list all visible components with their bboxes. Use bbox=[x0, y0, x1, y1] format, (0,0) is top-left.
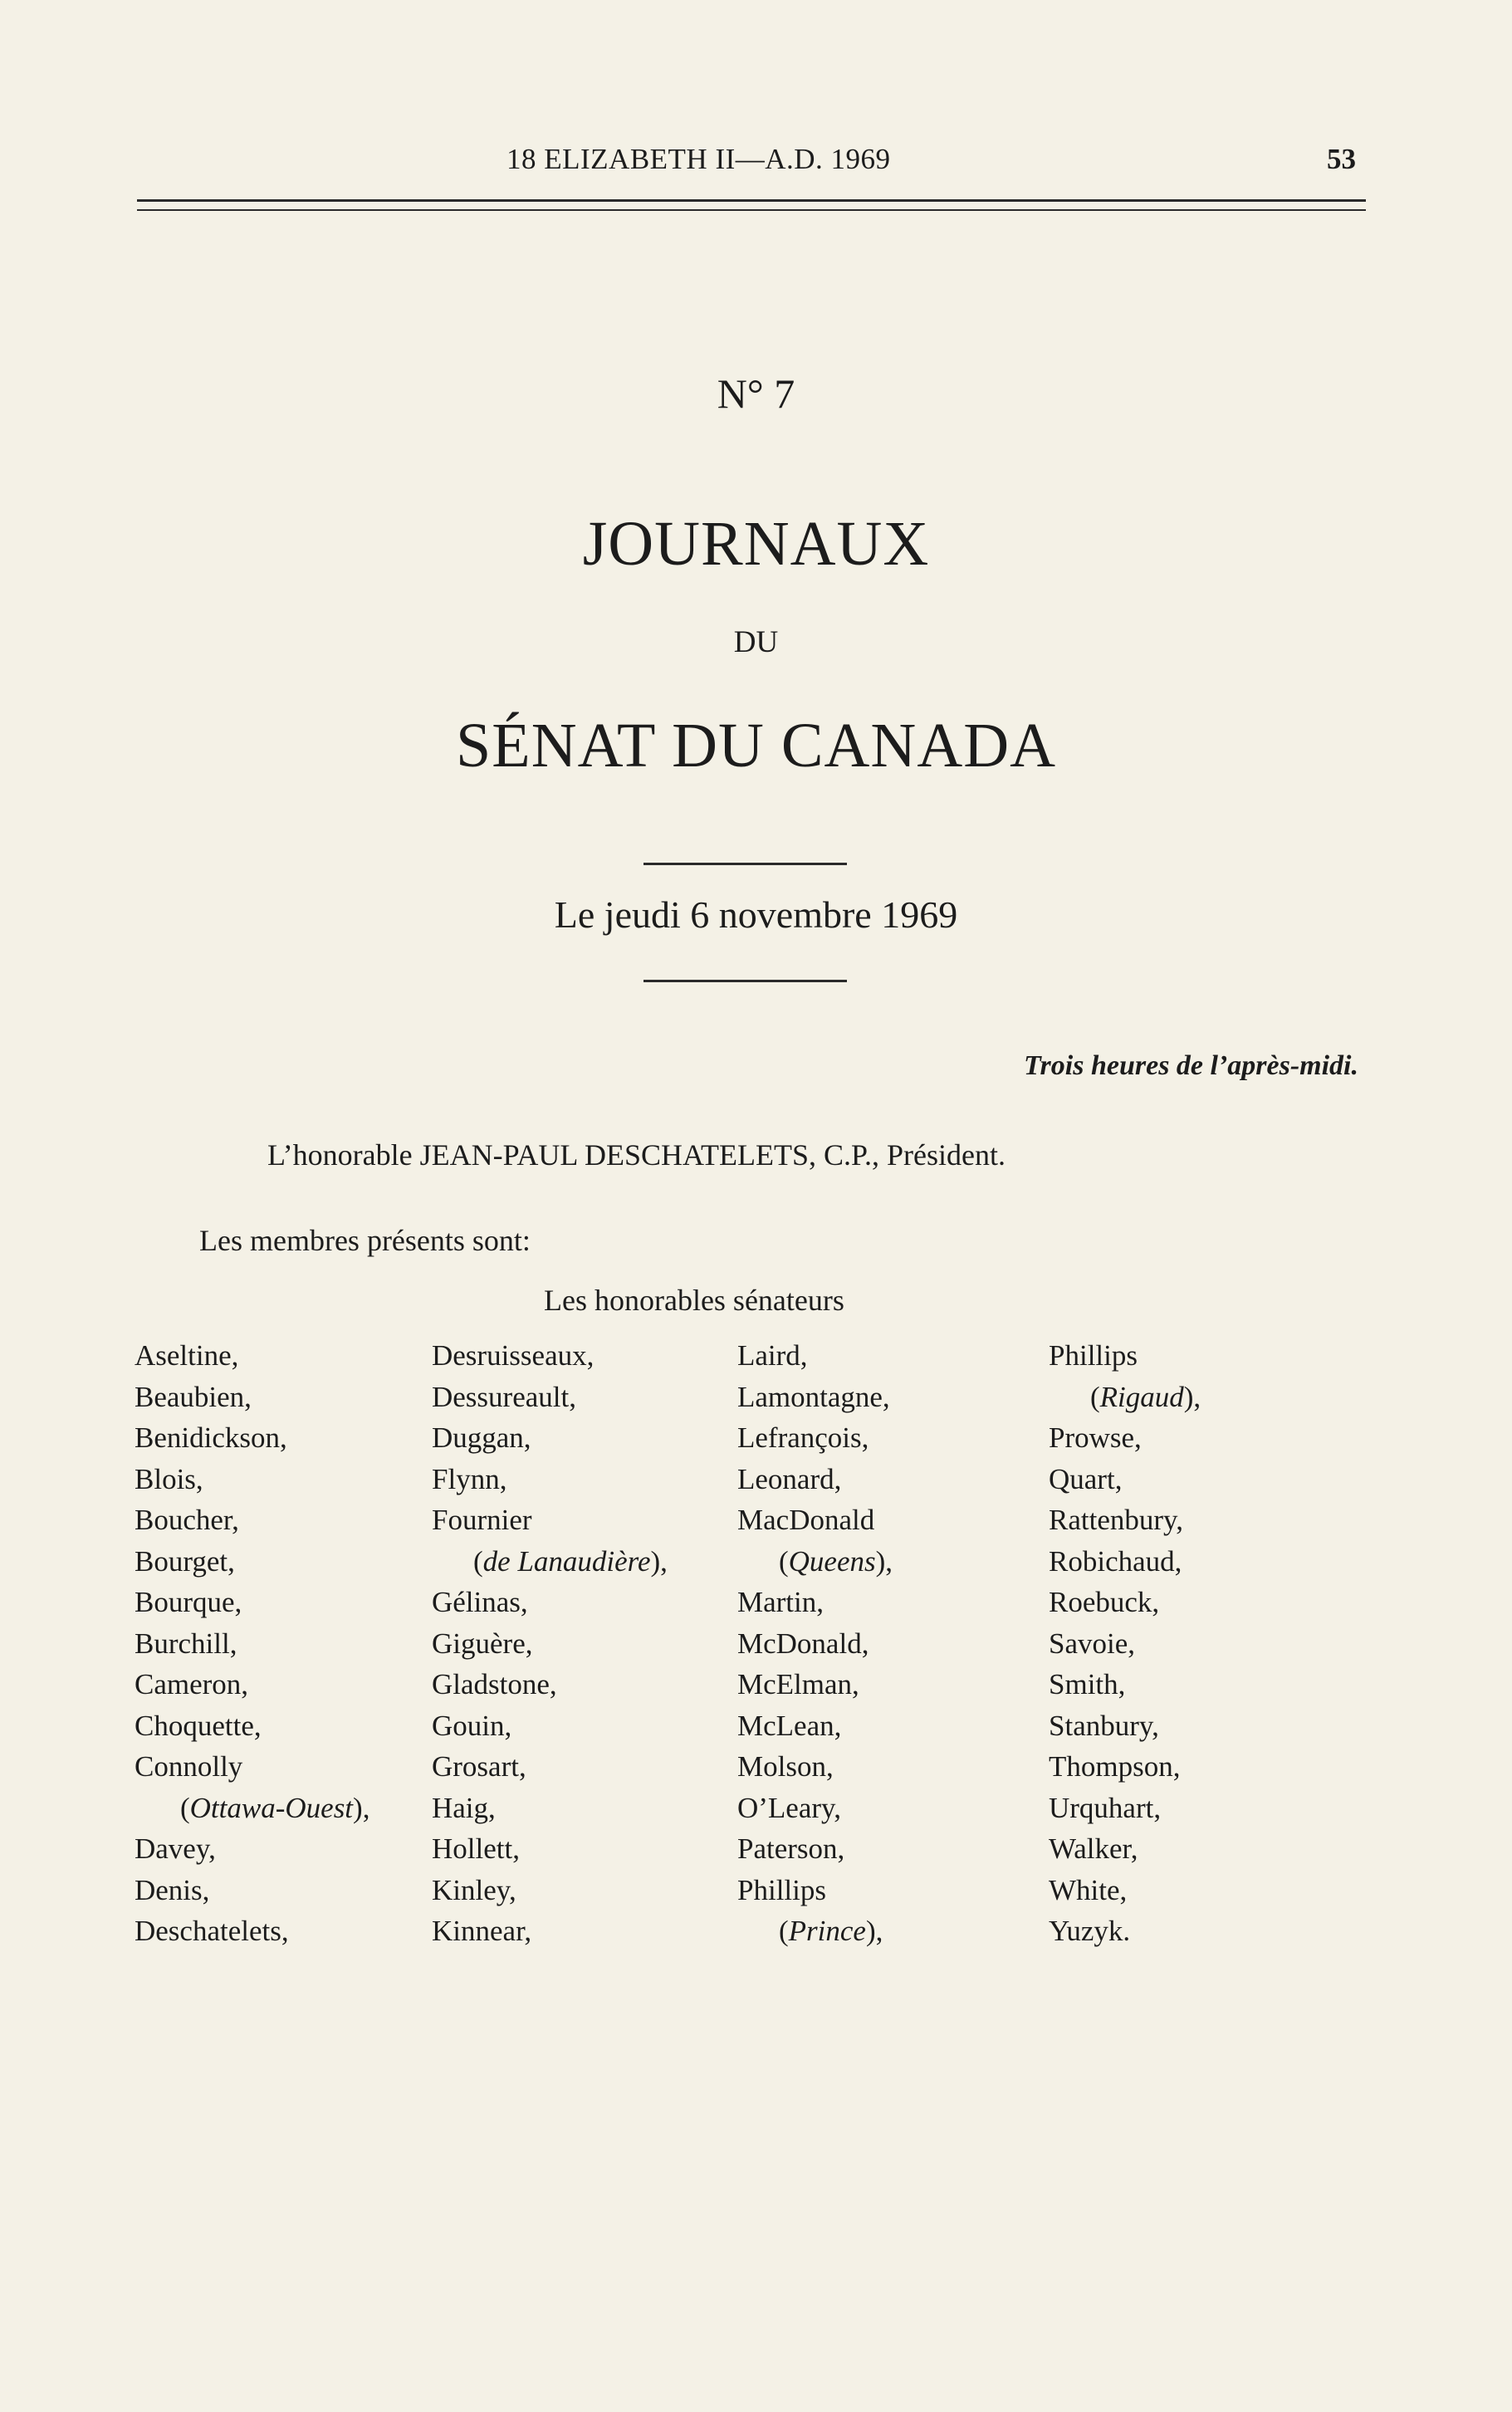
senator-name: Denis, bbox=[135, 1873, 210, 1906]
title-journaux: JOURNAUX bbox=[582, 509, 930, 579]
senator-name: Boucher, bbox=[135, 1504, 239, 1536]
division-name: Ottawa-Ouest bbox=[189, 1791, 354, 1824]
session-date: Le jeudi 6 novembre 1969 bbox=[554, 893, 958, 936]
senator-name: White, bbox=[1049, 1873, 1128, 1906]
senator-name: Giguère, bbox=[432, 1627, 533, 1660]
divider-lower bbox=[643, 980, 847, 982]
senator-name: McElman, bbox=[737, 1668, 859, 1700]
senator-name: McLean, bbox=[737, 1709, 842, 1742]
senator-name: Aseltine, bbox=[135, 1339, 239, 1372]
senator-name: Blois, bbox=[135, 1462, 203, 1495]
senator-name: Hollett, bbox=[432, 1832, 520, 1865]
senator-name: Burchill, bbox=[135, 1627, 237, 1660]
senator-name: Lefrançois, bbox=[737, 1421, 869, 1454]
senator-name: Gouin, bbox=[432, 1709, 512, 1742]
senator-name: Phillips bbox=[1049, 1339, 1138, 1372]
senator-column-4 bbox=[1049, 1335, 1201, 1952]
senator-name: Haig, bbox=[432, 1791, 496, 1824]
senator-name: Paterson, bbox=[737, 1832, 845, 1865]
senator-name: McDonald, bbox=[737, 1627, 869, 1660]
session-time: Trois heures de l’après-midi. bbox=[1024, 1050, 1358, 1081]
senator-name: Rattenbury, bbox=[1049, 1504, 1183, 1536]
senator-name: Robichaud, bbox=[1049, 1544, 1182, 1578]
presiding-officer: L’honorable JEAN-PAUL DESCHATELETS, C.P., Président. bbox=[267, 1138, 1006, 1172]
senator-name: Davey, bbox=[135, 1832, 216, 1865]
senator-division: (Queens), bbox=[779, 1544, 893, 1578]
senator-name: Phillips bbox=[737, 1873, 826, 1906]
header-rule-thin bbox=[137, 209, 1366, 211]
title-senat: SÉNAT DU CANADA bbox=[456, 711, 1056, 780]
senator-name: Connolly bbox=[135, 1750, 243, 1783]
division-name: Queens bbox=[788, 1544, 876, 1578]
senator-name: Prowse, bbox=[1049, 1421, 1142, 1454]
senator-name: Dessureault, bbox=[432, 1380, 576, 1413]
senator-division: (de Lanaudière), bbox=[473, 1544, 668, 1578]
senator-name: Bourget, bbox=[135, 1544, 235, 1578]
running-header: 18 ELIZABETH II—A.D. 1969 bbox=[506, 143, 891, 175]
senator-name: O’Leary, bbox=[737, 1791, 842, 1824]
senator-name: Thompson, bbox=[1049, 1750, 1181, 1783]
senator-name: Molson, bbox=[737, 1750, 834, 1783]
division-name: de Lanaudière bbox=[482, 1544, 651, 1578]
senator-name: Choquette, bbox=[135, 1709, 262, 1742]
senator-name: Beaubien, bbox=[135, 1380, 252, 1413]
senator-name: Martin, bbox=[737, 1586, 825, 1618]
divider-upper bbox=[643, 863, 847, 865]
senator-name: Walker, bbox=[1049, 1832, 1138, 1865]
senator-name: Grosart, bbox=[432, 1750, 526, 1783]
division-name: Prince bbox=[788, 1915, 866, 1947]
senator-name: Flynn, bbox=[432, 1462, 507, 1495]
title-du: DU bbox=[733, 625, 779, 659]
senator-name: Cameron, bbox=[135, 1668, 249, 1700]
senator-name: Duggan, bbox=[432, 1421, 531, 1454]
senator-name: Fournier bbox=[432, 1504, 532, 1536]
senator-division: (Prince), bbox=[779, 1915, 883, 1947]
senator-name: Laird, bbox=[737, 1339, 808, 1372]
senator-name: Lamontagne, bbox=[737, 1380, 890, 1413]
senator-division: (Ottawa-Ouest), bbox=[180, 1791, 370, 1824]
senator-name: Quart, bbox=[1049, 1462, 1123, 1495]
senators-heading: Les honorables sénateurs bbox=[544, 1284, 844, 1317]
senator-name: Deschatelets, bbox=[135, 1915, 289, 1947]
senator-name: Yuzyk. bbox=[1049, 1915, 1131, 1947]
senator-name: Roebuck, bbox=[1049, 1586, 1160, 1618]
division-name: Rigaud bbox=[1099, 1380, 1184, 1413]
senator-name: Benidickson, bbox=[135, 1421, 287, 1454]
senator-name: Gladstone, bbox=[432, 1668, 557, 1700]
senator-division: (Rigaud), bbox=[1090, 1380, 1201, 1413]
senator-name: Urquhart, bbox=[1049, 1791, 1162, 1824]
header-rule-thick bbox=[137, 199, 1366, 202]
issue-number: N° 7 bbox=[717, 370, 795, 417]
senator-name: Desruisseaux, bbox=[432, 1339, 595, 1372]
senator-name: Gélinas, bbox=[432, 1586, 528, 1618]
senator-name: Kinley, bbox=[432, 1873, 516, 1906]
members-intro: Les membres présents sont: bbox=[199, 1224, 531, 1257]
senator-name: Smith, bbox=[1049, 1668, 1126, 1700]
senator-name: Bourque, bbox=[135, 1586, 242, 1618]
senator-column-1 bbox=[135, 1335, 369, 1952]
senator-name: Savoie, bbox=[1049, 1627, 1136, 1660]
page-number: 53 bbox=[1327, 143, 1356, 175]
senator-column-2 bbox=[432, 1335, 668, 1952]
senator-name: Leonard, bbox=[737, 1462, 842, 1495]
senator-name: Stanbury, bbox=[1049, 1709, 1159, 1742]
senator-column-3 bbox=[737, 1335, 893, 1952]
senator-name: MacDonald bbox=[737, 1504, 875, 1536]
senator-name: Kinnear, bbox=[432, 1915, 532, 1947]
